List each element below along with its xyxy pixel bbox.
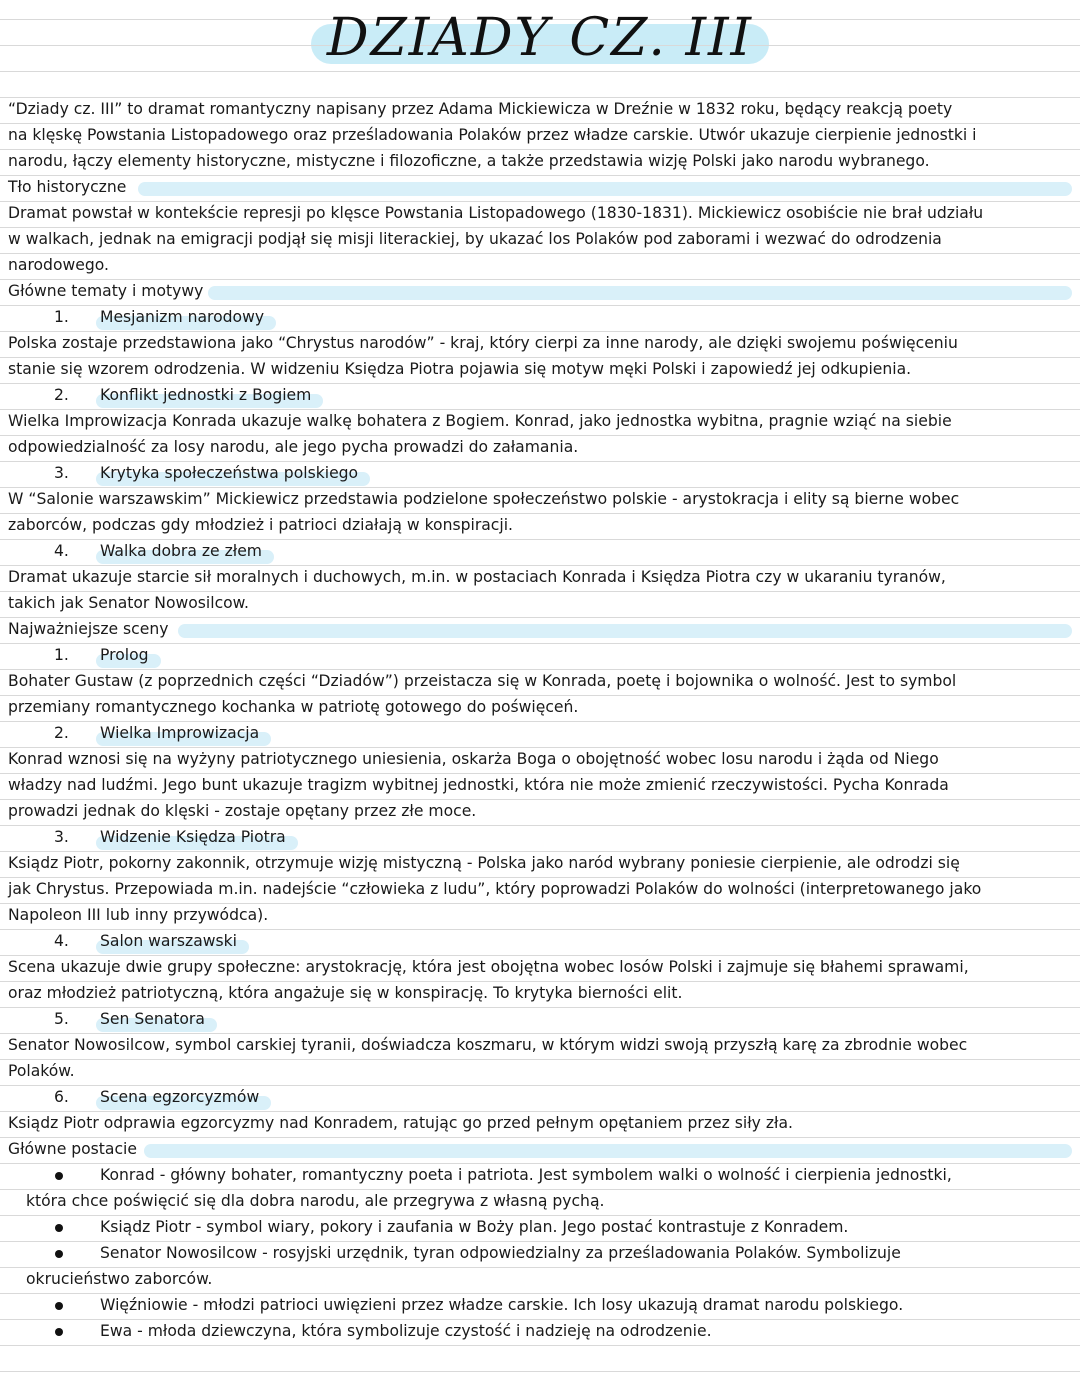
bullet-dot (55, 1172, 63, 1180)
scene-line: Ksiądz Piotr odprawia egzorcyzmy nad Konradem, ratując go przed pełnym opętaniem przez siły zła. (8, 1114, 793, 1132)
section-heading-background (8, 174, 1072, 200)
scene-item (8, 1006, 1072, 1032)
character-name: Więźniowie (100, 1296, 188, 1314)
character-desc: - główny bohater, romantyczny poeta i patriota. Jest symbolem walki o wolność i cierpienia jednostki, (154, 1166, 952, 1184)
item-number: 5. (54, 1010, 69, 1028)
heading-highlight (208, 286, 1072, 300)
bullet-dot (55, 1328, 63, 1336)
item-number: 2. (54, 386, 69, 404)
scene-item (8, 824, 1072, 850)
item-number: 4. (54, 542, 69, 560)
item-title: Widzenie Księdza Piotra (100, 828, 286, 846)
item-title: Konflikt jednostki z Bogiem (100, 386, 312, 404)
background-line: w walkach, jednak na emigracji podjął się misji literackiej, by ukazać los Polaków pod zaborami i wezwać do odrodzenia (8, 230, 942, 248)
scene-line: przemiany romantycznego kochanka w patriotę gotowego do poświęceń. (8, 698, 579, 716)
character-item (8, 1214, 1072, 1240)
theme-line: Wielka Improwizacja Konrada ukazuje walkę bohatera z Bogiem. Konrad, jako jednostka wybitna, pragnie wziąć na siebie (8, 412, 952, 430)
item-title: Sen Senatora (100, 1010, 205, 1028)
heading-highlight (144, 1144, 1072, 1158)
scene-item (8, 1084, 1072, 1110)
theme-line: Dramat ukazuje starcie sił moralnych i duchowych, m.in. w postaciach Konrada i Księdza Piotra czy w ukaraniu tyranów, (8, 568, 946, 586)
heading-text: Tło historyczne (8, 178, 127, 196)
scene-line: Scena ukazuje dwie grupy społeczne: arystokrację, która jest obojętna wobec losów Polski i zajmuje się błahemi sprawami, (8, 958, 969, 976)
section-heading-themes (8, 278, 1072, 304)
theme-item (8, 304, 1072, 330)
bullet-dot (55, 1224, 63, 1232)
section-heading-characters (8, 1136, 1072, 1162)
item-title: Krytyka społeczeństwa polskiego (100, 464, 359, 482)
item-number: 1. (54, 646, 69, 664)
scene-line: władzy nad ludźmi. Jego bunt ukazuje tragizm wybitnej jednostki, która nie może zmienić rzeczywistości. Pycha Konrada (8, 776, 949, 794)
item-title: Mesjanizm narodowy (100, 308, 265, 326)
character-item (8, 1162, 1072, 1188)
item-title: Salon warszawski (100, 932, 237, 950)
character-desc: - rosyjski urzędnik, tyran odpowiedzialny za prześladowania Polaków. Symbolizuje (257, 1244, 901, 1262)
heading-highlight (178, 624, 1072, 638)
scene-line: Senator Nowosilcow, symbol carskiej tyranii, doświadcza koszmaru, w którym widzi swoją przyszłą karę za zbrodnie wobec (8, 1036, 968, 1054)
item-number: 1. (54, 308, 69, 326)
character-desc: - symbol wiary, pokory i zaufania w Boży plan. Jego postać kontrastuje z Konradem. (190, 1218, 849, 1236)
item-number: 3. (54, 828, 69, 846)
theme-line: odpowiedzialność za losy narodu, ale jego pycha prowadzi do załamania. (8, 438, 579, 456)
theme-item (8, 538, 1072, 564)
character-desc-cont: okrucieństwo zaborców. (26, 1270, 213, 1288)
notes-content (8, 96, 1072, 1344)
item-title: Scena egzorcyzmów (100, 1088, 260, 1106)
item-title: Prolog (100, 646, 149, 664)
theme-line: Polska zostaje przedstawiona jako “Chrystus narodów” - kraj, który cierpi za inne narody, ale dzięki swojemu poświęceniu (8, 334, 958, 352)
intro-line: “Dziady cz. III” to dramat romantyczny napisany przez Adama Mickiewicza w Dreźnie w 1832 roku, będący reakcją poety (8, 100, 953, 118)
character-item (8, 1318, 1072, 1344)
item-title: Walka dobra ze złem (100, 542, 262, 560)
heading-text: Główne postacie (8, 1140, 137, 1158)
character-name: Ksiądz Piotr (100, 1218, 191, 1236)
scene-line: Napoleon III lub inny przywódca). (8, 906, 269, 924)
background-line: narodowego. (8, 256, 109, 274)
character-item (8, 1240, 1072, 1266)
character-name: Konrad (100, 1166, 155, 1184)
scene-item (8, 928, 1072, 954)
heading-text: Najważniejsze sceny (8, 620, 169, 638)
intro-line: na klęskę Powstania Listopadowego oraz prześladowania Polaków przez władze carskie. Utwór ukazuje cierpienie jednostki i (8, 126, 977, 144)
scene-line: prowadzi jednak do klęski - zostaje opętany przez złe moce. (8, 802, 477, 820)
scene-line: Bohater Gustaw (z poprzednich części “Dziadów”) przeistacza się w Konrada, poetę i bojownika o wolność. Jest to symbol (8, 672, 957, 690)
scene-line: Konrad wznosi się na wyżyny patriotycznego uniesienia, oskarża Boga o obojętność wobec losu narodu i żąda od Niego (8, 750, 939, 768)
character-desc: - młodzi patrioci uwięzieni przez władze carskie. Ich losy ukazują dramat narodu polskiego. (187, 1296, 904, 1314)
section-heading-scenes (8, 616, 1072, 642)
bullet-dot (55, 1250, 63, 1258)
heading-text: Główne tematy i motywy (8, 282, 204, 300)
scene-line: jak Chrystus. Przepowiada m.in. nadejście “człowieka z ludu”, który poprowadzi Polaków do wolności (interpretowanego jako (8, 880, 982, 898)
item-number: 4. (54, 932, 69, 950)
character-item (8, 1292, 1072, 1318)
scene-line: oraz młodzież patriotyczną, która angażuje się w konspirację. To krytyka bierności elit. (8, 984, 683, 1002)
theme-line: W “Salonie warszawskim” Mickiewicz przedstawia podzielone społeczeństwo polskie - arystokracja i elity są bierne wobec (8, 490, 960, 508)
item-title: Wielka Improwizacja (100, 724, 260, 742)
item-number: 2. (54, 724, 69, 742)
theme-item (8, 460, 1072, 486)
item-number: 6. (54, 1088, 69, 1106)
character-desc: - młoda dziewczyna, która symbolizuje czystość i nadzieję na odrodzenie. (132, 1322, 712, 1340)
scene-item (8, 642, 1072, 668)
page-title: DZIADY CZ. III (311, 6, 769, 70)
background-line: Dramat powstał w kontekście represji po klęsce Powstania Listopadowego (1830-1831). Mickiewicz osobiście nie brał udziału (8, 204, 984, 222)
theme-line: stanie się wzorem odrodzenia. W widzeniu Księdza Piotra pojawia się motyw męki Polski i zapowiedź jej odkupienia. (8, 360, 912, 378)
heading-highlight (138, 182, 1072, 196)
theme-line: takich jak Senator Nowosilcow. (8, 594, 249, 612)
character-desc-cont: która chce poświęcić się dla dobra narodu, ale przegrywa z własną pychą. (26, 1192, 605, 1210)
scene-line: Polaków. (8, 1062, 75, 1080)
character-name: Ewa (100, 1322, 133, 1340)
scene-item (8, 720, 1072, 746)
theme-item (8, 382, 1072, 408)
title-area (0, 6, 1080, 76)
scene-line: Ksiądz Piotr, pokorny zakonnik, otrzymuje wizję mistyczną - Polska jako naród wybrany poniesie cierpienie, ale odrodzi się (8, 854, 960, 872)
item-number: 3. (54, 464, 69, 482)
intro-line: narodu, łączy elementy historyczne, mistyczne i filozoficzne, a także przedstawia wizję Polski jako narodu wybranego. (8, 152, 930, 170)
character-name: Senator Nowosilcow (100, 1244, 258, 1262)
theme-line: zaborców, podczas gdy młodzież i patrioci działają w konspiracji. (8, 516, 513, 534)
bullet-dot (55, 1302, 63, 1310)
